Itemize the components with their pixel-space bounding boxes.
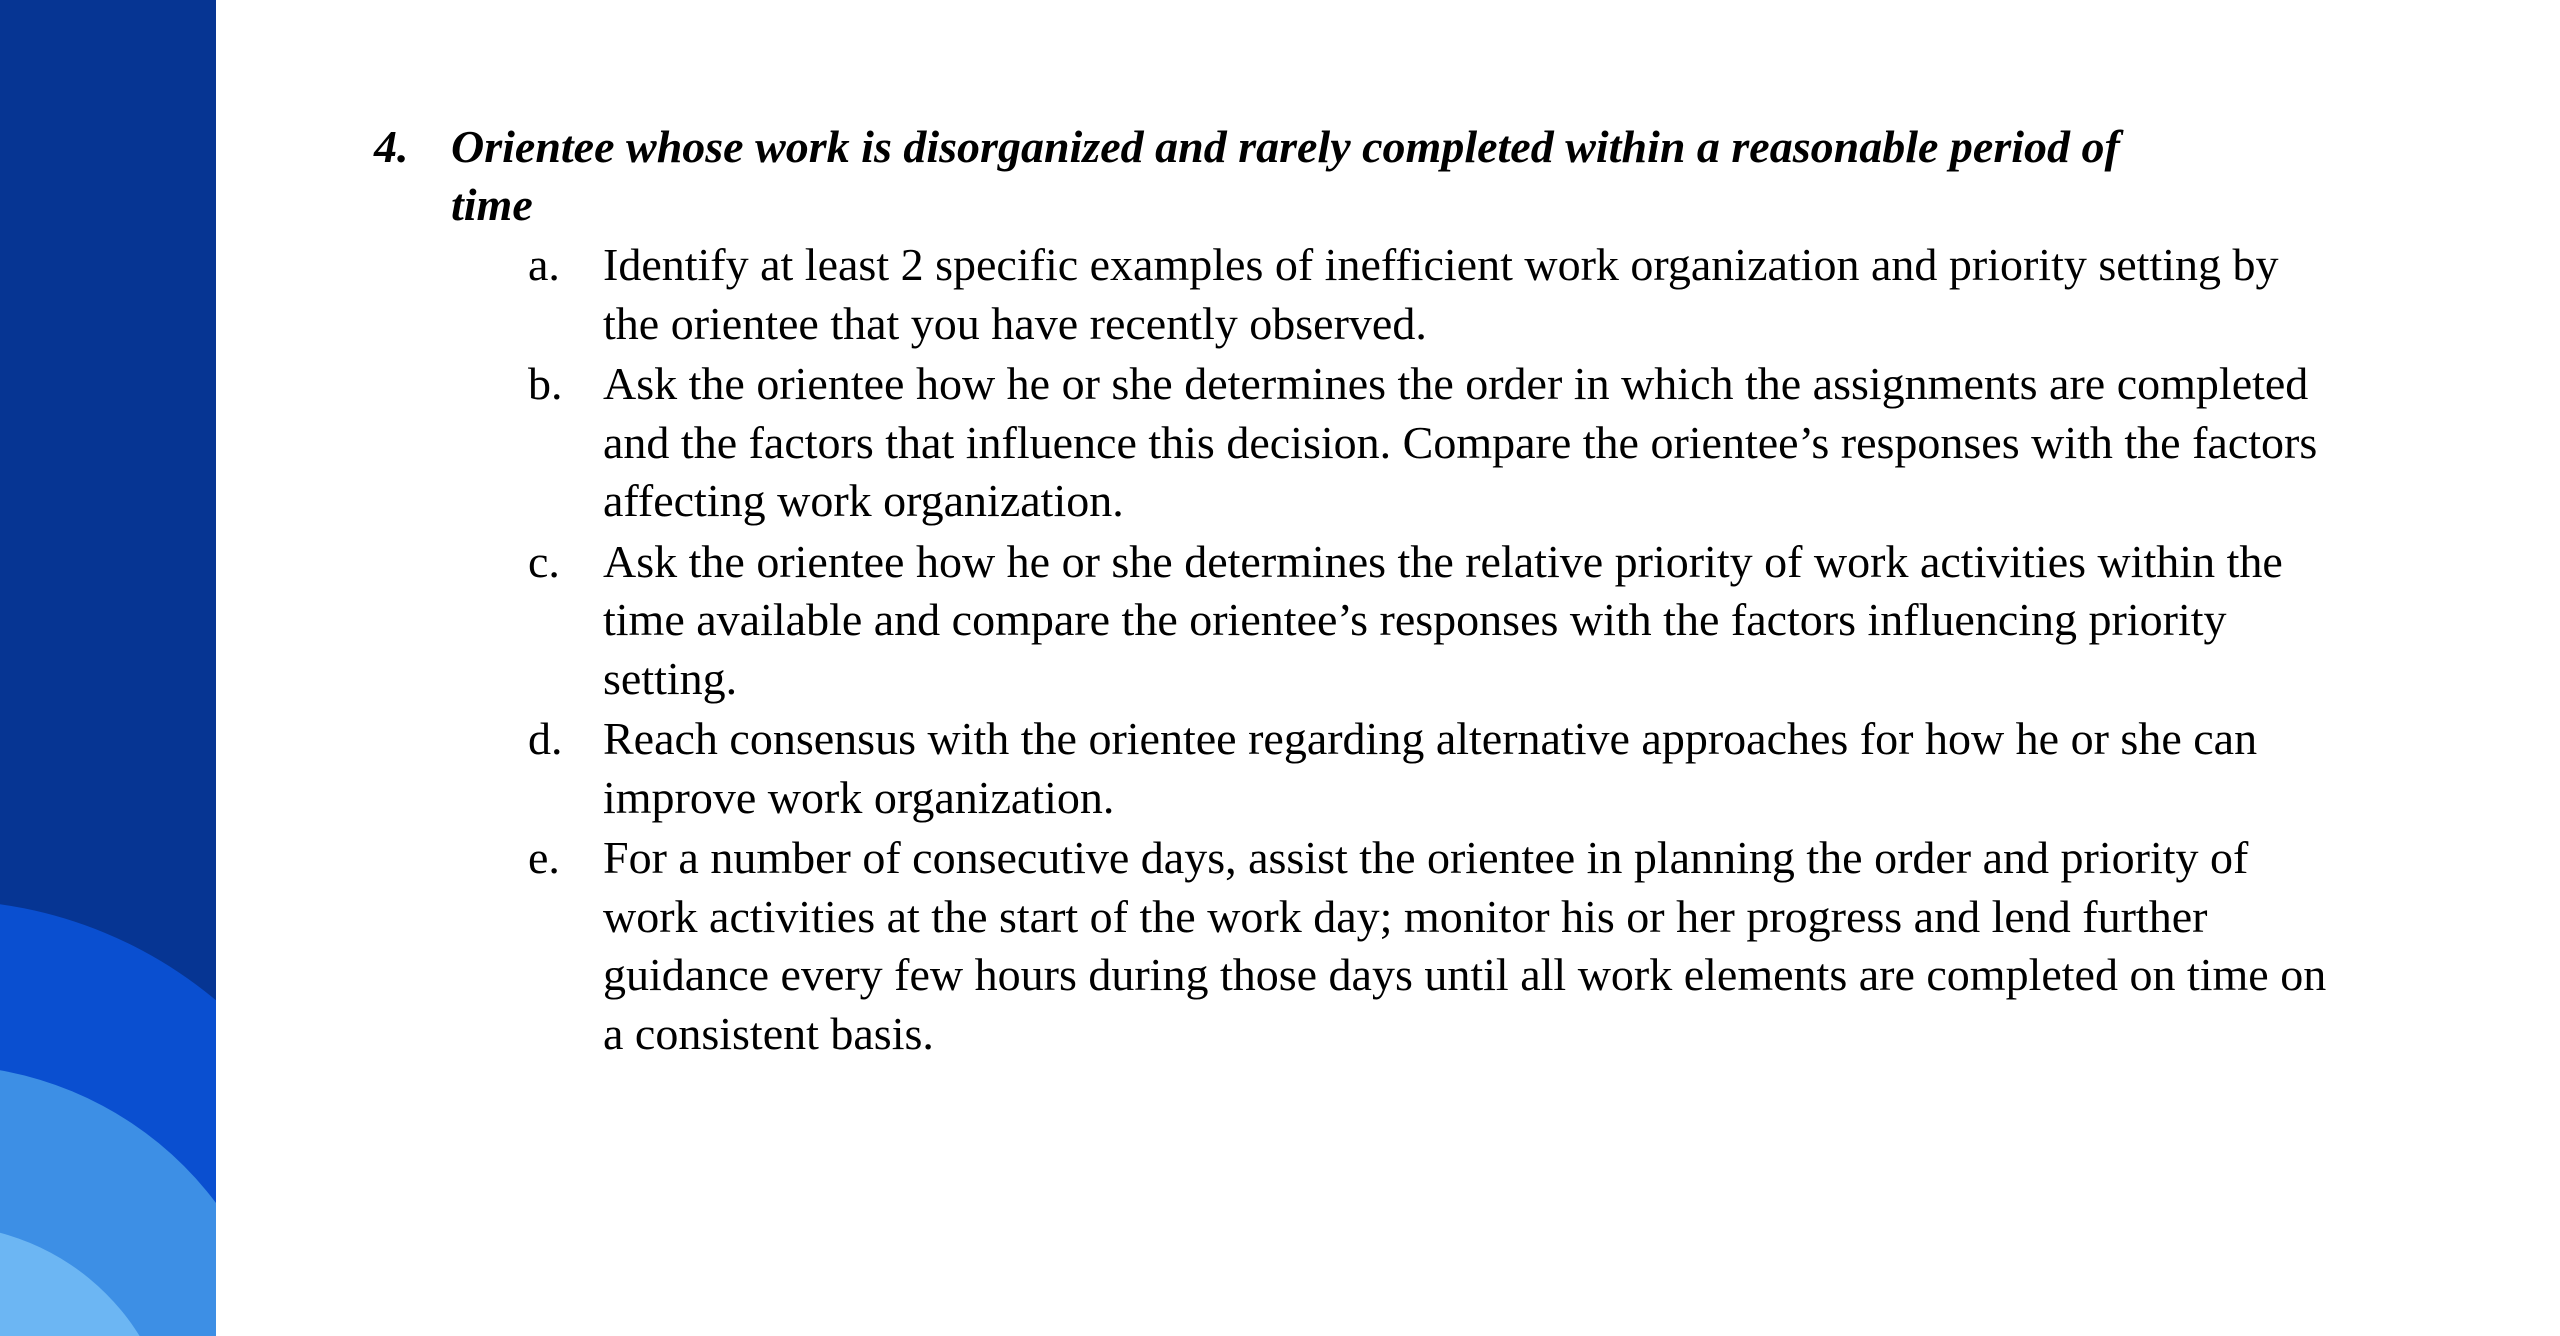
- list-item: [374, 710, 2333, 827]
- list-item: [374, 236, 2333, 353]
- list-item-text: For a number of consecutive days, assist the orientee in planning the order and priority of work activities at the start of the work day; monitor his or her progress and lend further guidance every few hours during those days until all work elements are completed on time on a consistent basis.: [603, 832, 2327, 1059]
- list-item-marker: c.: [528, 535, 560, 587]
- heading-text: Orientee whose work is disorganized and rarely completed within a reasonable period of time: [451, 121, 2120, 230]
- list-item-text: Identify at least 2 specific examples of inefficient work organization and priority setting by the orientee that you have recently observed.: [603, 239, 2279, 349]
- heading-number: 4.: [374, 121, 409, 172]
- decorative-side-band: [0, 0, 216, 1336]
- list-item-marker: a.: [528, 239, 560, 290]
- list-item: [374, 355, 2333, 531]
- action-list: [374, 236, 2327, 1063]
- list-item-marker: b.: [528, 358, 563, 409]
- list-item-marker: e.: [528, 832, 560, 883]
- section-heading: [374, 118, 2201, 234]
- list-item-text: Ask the orientee how he or she determines the order in which the assignments are completed and the factors that influence this decision. Compare the orientee’s responses with the factors affecting work organization.: [603, 358, 2318, 526]
- list-item: [374, 533, 2333, 709]
- list-item-text: Ask the orientee how he or she determines the relative priority of work activities within the time available and compare the orientee’s responses with the factors influencing priority setting.: [603, 535, 2283, 704]
- list-item: [374, 829, 2333, 1063]
- list-item-marker: d.: [528, 713, 563, 764]
- slide-content: [374, 118, 2327, 1063]
- side-band-graphic: [0, 0, 216, 1336]
- list-item-text: Reach consensus with the orientee regarding alternative approaches for how he or she can improve work organization.: [603, 713, 2258, 823]
